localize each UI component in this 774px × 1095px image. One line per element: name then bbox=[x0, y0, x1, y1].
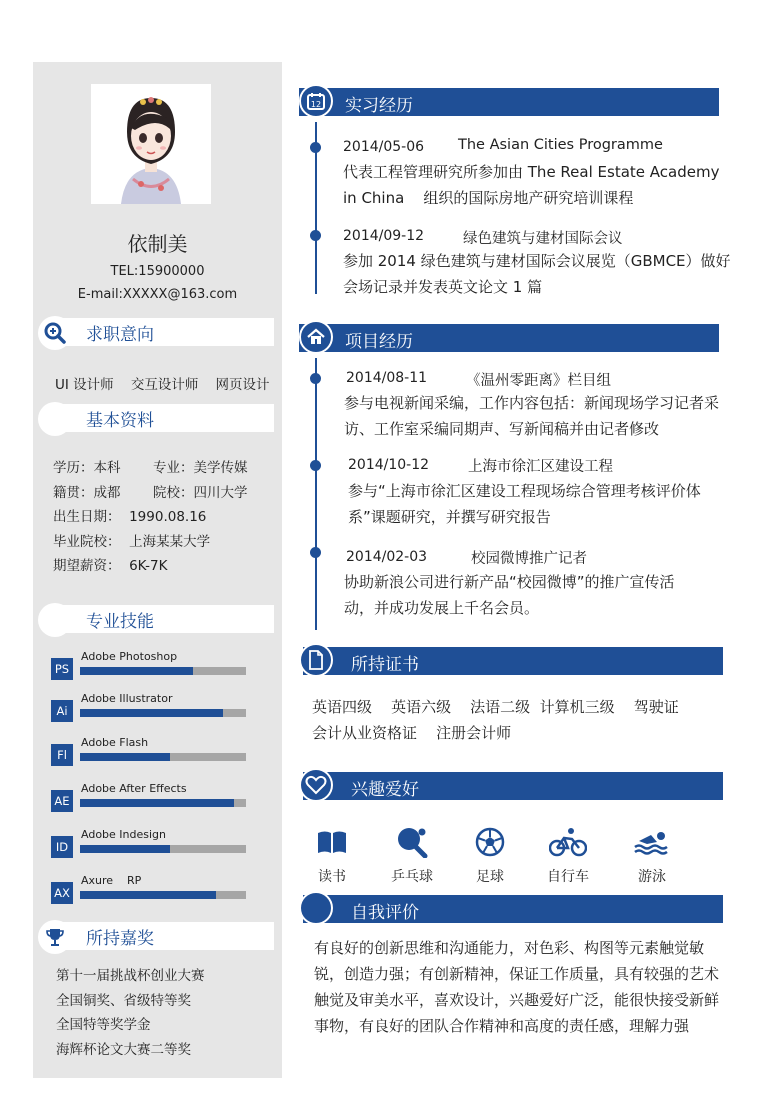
skill-progress-bar bbox=[80, 845, 246, 853]
skill-row bbox=[51, 782, 251, 816]
graduate-school: 毕业院校： 上海某某大学 bbox=[53, 534, 211, 550]
section-header-skills bbox=[38, 603, 274, 635]
section-title: 自我评价 bbox=[351, 903, 419, 923]
entry-date: 2014/05-06 bbox=[343, 139, 425, 155]
award-item: 第十一届挑战杯创业大赛 bbox=[56, 968, 205, 984]
hobby-label: 足球 bbox=[476, 869, 504, 885]
skill-progress-fill bbox=[80, 667, 193, 675]
timeline-dot bbox=[310, 230, 321, 241]
hobby-cycling bbox=[538, 822, 598, 886]
entry-title: 绿色建筑与建材国际会议 bbox=[463, 231, 623, 247]
entry-title: 《温州零距离》栏目组 bbox=[466, 373, 611, 389]
entry-date: 2014/02-03 bbox=[346, 549, 428, 565]
section-title: 求职意向 bbox=[86, 325, 154, 345]
home-icon bbox=[299, 320, 333, 354]
section-header-self bbox=[299, 893, 719, 927]
hobby-label: 游泳 bbox=[638, 869, 666, 885]
skill-tag: AX bbox=[51, 882, 73, 904]
self-eval-line: 事物，有良好的团队合作精神和高度的责任感，理解力强 bbox=[314, 1017, 690, 1035]
skill-tag: Ai bbox=[51, 700, 73, 722]
entry-desc: 参与“上海市徐汇区建设工程现场综合管理考核评价体 bbox=[348, 482, 701, 500]
football-icon bbox=[460, 822, 520, 862]
hobby-label: 读书 bbox=[318, 869, 346, 885]
swimming-icon bbox=[622, 822, 682, 862]
entry-desc: 动，并成功发展上千名会员。 bbox=[344, 599, 540, 617]
section-header-basic bbox=[38, 402, 274, 434]
education: 学历：本科 bbox=[53, 460, 121, 476]
phone-number: TEL:15900000 bbox=[110, 264, 205, 279]
trophy-icon bbox=[38, 920, 72, 954]
blank-icon bbox=[38, 402, 72, 436]
skill-row bbox=[51, 736, 251, 770]
birth-date: 出生日期： 1990.08.16 bbox=[53, 509, 207, 525]
award-item: 全国特等奖学金 bbox=[56, 1017, 151, 1033]
timeline-dot bbox=[310, 547, 321, 558]
heart-icon bbox=[299, 768, 333, 802]
skill-tag: PS bbox=[51, 658, 73, 680]
blank-icon bbox=[299, 891, 333, 925]
major: 专业：美学传媒 bbox=[153, 460, 248, 476]
certs-line: 会计从业资格证 注册会计师 bbox=[312, 724, 512, 742]
section-title: 项目经历 bbox=[345, 332, 413, 352]
school: 院校：四川大学 bbox=[153, 485, 248, 501]
self-eval-line: 锐，创造力强；有创新精神，保证工作质量，具有较强的艺术 bbox=[314, 965, 720, 983]
intent-text: UI 设计师 交互设计师 网页设计 bbox=[55, 377, 270, 393]
section-title: 兴趣爱好 bbox=[351, 780, 419, 800]
skill-row bbox=[51, 692, 251, 726]
entry-date: 2014/10-12 bbox=[348, 457, 430, 473]
skill-progress-bar bbox=[80, 799, 246, 807]
section-header-hobbies bbox=[299, 770, 719, 804]
entry-desc: 访、工作室采编同期声、写新闻稿并由记者修改 bbox=[344, 420, 660, 438]
section-header-awards bbox=[38, 920, 274, 952]
skill-progress-bar bbox=[80, 891, 246, 899]
expected-salary: 期望薪资： 6K-7K bbox=[53, 558, 168, 574]
entry-desc: 协助新浪公司进行新产品“校园微博”的推广宣传活 bbox=[344, 573, 675, 591]
hobby-reading bbox=[302, 822, 362, 886]
skill-progress-fill bbox=[80, 799, 234, 807]
candidate-name: 依制美 bbox=[127, 232, 188, 256]
section-title: 实习经历 bbox=[345, 96, 413, 116]
skill-label: Adobe Photoshop bbox=[81, 650, 178, 663]
hobby-label: 自行车 bbox=[547, 869, 589, 885]
email-address: E-mail:XXXXX@163.com bbox=[77, 287, 238, 302]
skill-progress-bar bbox=[80, 709, 246, 717]
skill-label: Adobe After Effects bbox=[81, 782, 187, 795]
skill-tag: AE bbox=[51, 790, 73, 812]
entry-date: 2014/08-11 bbox=[346, 370, 428, 386]
self-eval-line: 有良好的创新思维和沟通能力，对色彩、构图等元素触觉敏 bbox=[314, 939, 705, 957]
avatar bbox=[91, 84, 211, 204]
entry-desc: 参加 2014 绿色建筑与建材国际会议展览（GBMCE）做好 bbox=[343, 252, 731, 270]
self-eval-line: 触觉及审美水平，喜欢设计，兴趣爱好广泛，能很快接受新鲜 bbox=[314, 991, 720, 1009]
hobby-ping-pong bbox=[382, 822, 442, 886]
ping-pong-icon bbox=[382, 822, 442, 862]
hobby-label: 乒乓球 bbox=[391, 869, 433, 885]
timeline-dot bbox=[310, 460, 321, 471]
skill-label: Adobe Flash bbox=[81, 736, 149, 749]
skill-progress-fill bbox=[80, 753, 170, 761]
document-icon bbox=[299, 643, 333, 677]
section-title: 专业技能 bbox=[86, 612, 154, 632]
skill-tag: ID bbox=[51, 836, 73, 858]
skill-label: Adobe Illustrator bbox=[81, 692, 173, 705]
entry-desc: 会场记录并发表英文论文 1 篇 bbox=[343, 278, 543, 296]
skill-progress-bar bbox=[80, 753, 246, 761]
award-item: 海辉杯论文大赛二等奖 bbox=[56, 1042, 191, 1058]
entry-date: 2014/09-12 bbox=[343, 228, 425, 244]
hobby-football bbox=[460, 822, 520, 886]
skill-label: Axure RP bbox=[81, 874, 142, 887]
skill-progress-bar bbox=[80, 667, 246, 675]
certs-line: 英语四级 英语六级 法语二级 计算机三级 驾驶证 bbox=[312, 698, 679, 716]
skill-tag: Fl bbox=[51, 744, 73, 766]
entry-title: 上海市徐汇区建设工程 bbox=[468, 459, 613, 475]
section-header-internship bbox=[299, 86, 719, 120]
entry-title: The Asian Cities Programme bbox=[458, 137, 663, 153]
skill-row bbox=[51, 874, 251, 908]
award-item: 全国铜奖、省级特等奖 bbox=[56, 993, 191, 1009]
svg-text:12: 12 bbox=[310, 100, 322, 109]
skill-row bbox=[51, 828, 251, 862]
skill-progress-fill bbox=[80, 891, 216, 899]
calendar-icon bbox=[299, 84, 333, 118]
search-icon bbox=[38, 316, 72, 350]
skill-progress-fill bbox=[80, 845, 170, 853]
section-title: 基本资料 bbox=[86, 411, 154, 431]
entry-desc: 系”课题研究，并撰写研究报告 bbox=[348, 508, 551, 526]
timeline-dot bbox=[310, 373, 321, 384]
hobby-swimming bbox=[622, 822, 682, 886]
section-header-projects bbox=[299, 322, 719, 356]
skill-label: Adobe Indesign bbox=[81, 828, 166, 841]
section-header-intent bbox=[38, 316, 274, 348]
blank-icon bbox=[38, 603, 72, 637]
section-header-certs bbox=[299, 645, 719, 679]
section-title: 所持嘉奖 bbox=[86, 929, 154, 949]
entry-title: 校园微博推广记者 bbox=[471, 551, 587, 567]
skill-progress-fill bbox=[80, 709, 223, 717]
skill-row bbox=[51, 650, 251, 684]
entry-desc: 代表工程管理研究所参加由 The Real Estate Academy bbox=[343, 163, 720, 181]
origin: 籍贯：成都 bbox=[53, 485, 121, 501]
book-icon bbox=[302, 822, 362, 862]
entry-desc: 参与电视新闻采编，工作内容包括：新闻现场学习记者采 bbox=[344, 394, 720, 412]
timeline-line bbox=[315, 358, 317, 630]
bicycle-icon bbox=[538, 822, 598, 862]
section-title: 所持证书 bbox=[351, 655, 419, 675]
timeline-dot bbox=[310, 142, 321, 153]
entry-desc: in China 组织的国际房地产研究培训课程 bbox=[343, 189, 634, 207]
